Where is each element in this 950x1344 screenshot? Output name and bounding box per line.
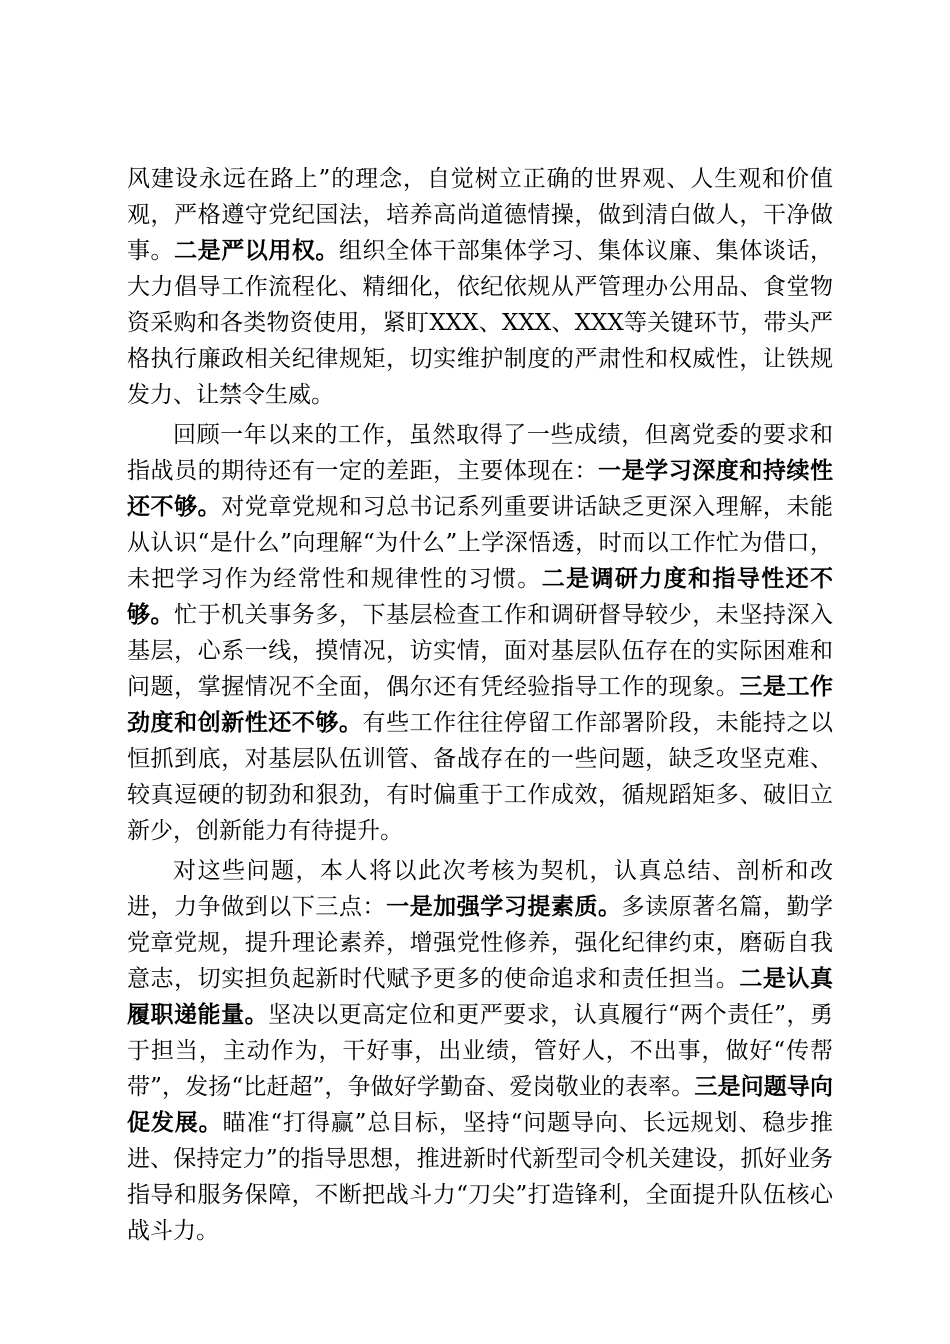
paragraph-3-heading-3: 三是问题导向促发展。: [127, 1074, 834, 1136]
paragraph-3-text-2: 多读原著名篇，勤学党章党规，提升理论素养，增强党性修养，强化纪律约束，磨砺自我意志，切实担负起新时代赋予更多的使命追求和责任担当。: [127, 894, 834, 992]
paragraph-2-heading-2: 二是调研力度和指导性还不够。: [127, 566, 834, 628]
paragraph-1: [127, 161, 833, 413]
paragraph-1-text-1: 风建设永远在路上”的理念，自觉树立正确的世界观、人生观和价值观，严格遵守党纪国法，培养高尚道德情操，做到清白做人，干净做事。: [127, 166, 833, 264]
paragraph-3-heading-2: 二是认真履职递能量。: [127, 966, 834, 1028]
paragraph-2-text-1: 回顾一年以来的工作，虽然取得了一些成绩，但离党委的要求和指战员的期待还有一定的差距，主要体现在：: [127, 422, 833, 484]
paragraph-1-heading-2: 二是严以用权。: [174, 238, 339, 264]
paragraph-3-text-1: 对这些问题，本人将以此次考核为契机，认真总结、剖析和改进，力争做到以下三点：: [127, 858, 833, 920]
paragraph-2-heading-3: 三是工作劲度和创新性还不够。: [127, 674, 834, 736]
paragraph-3-text-3: 坚决以更高定位和更严要求，认真履行“两个责任”，勇于担当，主动作为，干好事，出业绩，管好人，不出事，做好“传帮带”，发扬“比赶超”，争做好学勤奋、爱岗敬业的表率。: [127, 1002, 833, 1100]
paragraph-2: [127, 417, 833, 849]
paragraph-2-text-3: 忙于机关事务多，下基层检查工作和调研督导较少，未坚持深入基层，心系一线，摸情况，访实情，面对基层队伍存在的实际困难和问题，掌握情况不全面，偶尔还有凭经验指导工作的现象。: [127, 602, 834, 700]
paragraph-2-heading-1: 一是学习深度和持续性还不够。: [127, 458, 834, 520]
document-body: [127, 161, 833, 1253]
paragraph-2-text-4: 有些工作往往停留工作部署阶段，未能持之以恒抓到底，对基层队伍训管、备战存在的一些问题，缺乏攻坚克难、较真逗硬的韧劲和狠劲，有时偏重于工作成效，循规蹈矩多、破旧立新少，创新能力有待提升。: [127, 710, 834, 844]
paragraph-1-text-3: 组织全体干部集体学习、集体议廉、集体谈话，大力倡导工作流程化、精细化，依纪依规从严管理办公用品、食堂物资采购和各类物资使用，紧盯XXX、XXX、XXX等关键环节，带头严格执行廉政相关纪律规矩，切实维护制度的严肃性和权威性，让铁规发力、让禁令生威。: [127, 238, 834, 408]
paragraph-3-heading-1: 一是加强学习提素质。: [386, 894, 622, 920]
paragraph-3-text-4: 瞄准“打得赢”总目标，坚持“问题导向、长远规划、稳步推进、保持定力”的指导思想，推进新时代新型司令机关建设，抓好业务指导和服务保障，不断把战斗力“刀尖”打造锋利，全面提升队伍核心战斗力。: [127, 1110, 833, 1244]
paragraph-3: [127, 853, 833, 1249]
paragraph-2-text-2: 对党章党规和习总书记系列重要讲话缺乏更深入理解，未能从认识“是什么”向理解“为什么”上学深悟透，时而以工作忙为借口，未把学习作为经常性和规律性的习惯。: [127, 494, 834, 592]
